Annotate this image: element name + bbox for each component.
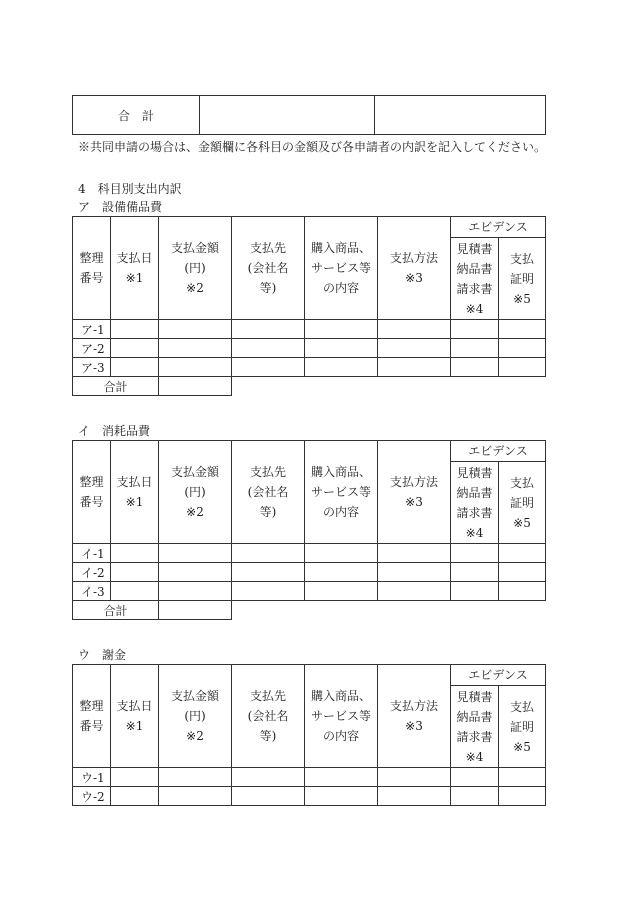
- input-cell[interactable]: [305, 320, 378, 339]
- input-cell[interactable]: [499, 563, 546, 582]
- date-header-line: ※1: [125, 495, 144, 509]
- input-cell[interactable]: [499, 358, 546, 377]
- input-cell[interactable]: [378, 339, 451, 358]
- input-cell[interactable]: [232, 582, 305, 601]
- documents-header-line: 請求書: [456, 281, 493, 296]
- input-cell[interactable]: [499, 787, 546, 806]
- amount-header: [159, 665, 232, 768]
- goods-header: [305, 441, 378, 544]
- input-cell[interactable]: [378, 582, 451, 601]
- input-cell[interactable]: [305, 787, 378, 806]
- input-cell[interactable]: [305, 768, 378, 787]
- row-number: ア-1: [73, 320, 111, 339]
- amount-header-line: 支払金額: [170, 241, 219, 255]
- payment-proof-header-line: 証明: [509, 271, 534, 286]
- input-cell[interactable]: [111, 320, 159, 339]
- input-cell[interactable]: [499, 320, 546, 339]
- documents-header-line: 納品書: [456, 261, 493, 276]
- input-cell[interactable]: [451, 563, 499, 582]
- table-row: [73, 544, 546, 563]
- seiri-header-line: 番号: [79, 271, 104, 285]
- payee-header-line: 等): [259, 505, 277, 519]
- table-title: イ 消耗品費: [78, 424, 151, 438]
- table-title: ア 設備備品費: [78, 200, 163, 214]
- input-cell[interactable]: [378, 544, 451, 563]
- input-cell[interactable]: [159, 563, 232, 582]
- input-cell[interactable]: [111, 339, 159, 358]
- total-amount-cell[interactable]: [159, 601, 232, 620]
- evidence-header: エビデンス: [451, 217, 546, 238]
- grand-total-label: 合 計: [73, 96, 200, 135]
- date-header-line: ※1: [125, 719, 144, 733]
- payment-proof-header: [499, 686, 546, 768]
- documents-header-line: 納品書: [456, 485, 493, 500]
- input-cell[interactable]: [499, 339, 546, 358]
- input-cell[interactable]: [305, 544, 378, 563]
- seiri-header-line: 整理: [79, 699, 104, 713]
- input-cell[interactable]: [111, 582, 159, 601]
- table-row: [73, 768, 546, 787]
- total-amount-cell[interactable]: [159, 377, 232, 396]
- input-cell[interactable]: [378, 320, 451, 339]
- amount-header-line: ※2: [186, 281, 204, 295]
- amount-header-line: ※2: [186, 505, 204, 519]
- total-label: 合計: [73, 377, 159, 396]
- payee-header: [232, 665, 305, 768]
- payment-proof-header-line: ※5: [513, 739, 531, 754]
- grand-total-cell-2[interactable]: [375, 96, 546, 135]
- table-title: ウ 謝金: [78, 648, 127, 662]
- input-cell[interactable]: [159, 339, 232, 358]
- total-blank: [232, 377, 546, 396]
- payment-proof-header-line: ※5: [513, 291, 531, 306]
- payee-header-line: 支払先: [249, 689, 286, 703]
- payee-header-line: (会社名: [247, 261, 289, 275]
- documents-header-line: ※4: [465, 301, 484, 316]
- seiri-header-line: 整理: [79, 251, 104, 265]
- seiri-header: [73, 217, 111, 320]
- payment-proof-header-line: ※5: [513, 515, 531, 530]
- amount-header-line: 支払金額: [170, 689, 219, 703]
- input-cell[interactable]: [232, 358, 305, 377]
- goods-header: [305, 217, 378, 320]
- expense-table: [72, 664, 546, 806]
- input-cell[interactable]: [378, 768, 451, 787]
- goods-header-line: の内容: [322, 281, 359, 295]
- amount-header-line: (円): [184, 709, 206, 723]
- input-cell[interactable]: [378, 787, 451, 806]
- table-row: [73, 339, 546, 358]
- input-cell[interactable]: [451, 358, 499, 377]
- payment-proof-header-line: 支払: [509, 251, 534, 266]
- evidence-header: エビデンス: [451, 665, 546, 686]
- payee-header-line: 等): [259, 281, 277, 295]
- input-cell[interactable]: [499, 768, 546, 787]
- payee-header: [232, 217, 305, 320]
- input-cell[interactable]: [232, 563, 305, 582]
- seiri-header-line: 番号: [79, 495, 104, 509]
- input-cell[interactable]: [232, 787, 305, 806]
- method-header-line: 支払方法: [389, 699, 438, 713]
- goods-header-line: サービス等: [310, 261, 371, 275]
- goods-header-line: の内容: [322, 505, 359, 519]
- input-cell[interactable]: [305, 339, 378, 358]
- row-number: ウ-2: [73, 787, 111, 806]
- method-header-line: 支払方法: [389, 475, 438, 489]
- payment-proof-header: [499, 238, 546, 320]
- input-cell[interactable]: [159, 582, 232, 601]
- goods-header-line: 購入商品、: [310, 241, 371, 255]
- payment-proof-header-line: 証明: [509, 495, 534, 510]
- goods-header-line: サービス等: [310, 485, 371, 499]
- table-row: [73, 787, 546, 806]
- input-cell[interactable]: [111, 563, 159, 582]
- input-cell[interactable]: [232, 320, 305, 339]
- input-cell[interactable]: [451, 582, 499, 601]
- goods-header-line: 購入商品、: [310, 689, 371, 703]
- input-cell[interactable]: [232, 339, 305, 358]
- method-header-line: ※3: [405, 495, 423, 509]
- amount-header: [159, 217, 232, 320]
- method-header-line: ※3: [405, 271, 423, 285]
- input-cell[interactable]: [378, 563, 451, 582]
- input-cell[interactable]: [451, 768, 499, 787]
- input-cell[interactable]: [305, 582, 378, 601]
- evidence-header: エビデンス: [451, 441, 546, 462]
- payment-proof-header-line: 支払: [509, 699, 534, 714]
- documents-header-line: 見積書: [456, 689, 493, 704]
- input-cell[interactable]: [159, 768, 232, 787]
- goods-header-line: サービス等: [310, 709, 371, 723]
- method-header: [378, 217, 451, 320]
- input-cell[interactable]: [451, 339, 499, 358]
- payee-header-line: 支払先: [249, 465, 286, 479]
- input-cell[interactable]: [111, 768, 159, 787]
- seiri-header: [73, 441, 111, 544]
- amount-header: [159, 441, 232, 544]
- input-cell[interactable]: [159, 544, 232, 563]
- section-heading: 4 科目別支出内訳: [78, 182, 182, 196]
- row-number: イ-1: [73, 544, 111, 563]
- documents-header: [451, 238, 499, 320]
- input-cell[interactable]: [451, 787, 499, 806]
- documents-header-line: 納品書: [456, 709, 493, 724]
- input-cell[interactable]: [111, 544, 159, 563]
- documents-header-line: ※4: [465, 749, 484, 764]
- total-row: [73, 377, 546, 396]
- payment-proof-header-line: 支払: [509, 475, 534, 490]
- payee-header-line: 支払先: [249, 241, 286, 255]
- seiri-header: [73, 665, 111, 768]
- input-cell[interactable]: [111, 787, 159, 806]
- date-header: [111, 441, 159, 544]
- row-number: イ-2: [73, 563, 111, 582]
- goods-header: [305, 665, 378, 768]
- row-number: ウ-1: [73, 768, 111, 787]
- amount-header-line: 支払金額: [170, 465, 219, 479]
- expense-table: [72, 440, 546, 620]
- grand-total-table: [72, 95, 546, 135]
- grand-total-cell-1[interactable]: [200, 96, 375, 135]
- input-cell[interactable]: [499, 582, 546, 601]
- goods-header-line: の内容: [322, 729, 359, 743]
- documents-header-line: 請求書: [456, 729, 493, 744]
- seiri-header-line: 番号: [79, 719, 104, 733]
- table-row: [73, 563, 546, 582]
- payee-header-line: 等): [259, 729, 277, 743]
- method-header: [378, 441, 451, 544]
- row-number: ア-3: [73, 358, 111, 377]
- payment-proof-header: [499, 462, 546, 544]
- payment-proof-header-line: 証明: [509, 719, 534, 734]
- total-label: 合計: [73, 601, 159, 620]
- input-cell[interactable]: [159, 787, 232, 806]
- total-row: [73, 601, 546, 620]
- documents-header-line: 見積書: [456, 465, 493, 480]
- input-cell[interactable]: [111, 358, 159, 377]
- input-cell[interactable]: [305, 358, 378, 377]
- note-text: ※共同申請の場合は、金額欄に各科目の金額及び各申請者の内訳を記入してください。: [78, 140, 547, 154]
- input-cell[interactable]: [232, 768, 305, 787]
- payee-header-line: (会社名: [247, 485, 289, 499]
- total-blank: [232, 601, 546, 620]
- documents-header: [451, 462, 499, 544]
- seiri-header-line: 整理: [79, 475, 104, 489]
- table-row: [73, 320, 546, 339]
- amount-header-line: (円): [184, 485, 206, 499]
- date-header-line: ※1: [125, 271, 144, 285]
- method-header: [378, 665, 451, 768]
- input-cell[interactable]: [499, 544, 546, 563]
- documents-header-line: 見積書: [456, 241, 493, 256]
- method-header-line: ※3: [405, 719, 423, 733]
- row-number: ア-2: [73, 339, 111, 358]
- documents-header: [451, 686, 499, 768]
- input-cell[interactable]: [159, 320, 232, 339]
- date-header: [111, 217, 159, 320]
- date-header-line: 支払日: [116, 475, 153, 489]
- amount-header-line: (円): [184, 261, 206, 275]
- date-header-line: 支払日: [116, 251, 153, 265]
- documents-header-line: ※4: [465, 525, 484, 540]
- date-header-line: 支払日: [116, 699, 153, 713]
- goods-header-line: 購入商品、: [310, 465, 371, 479]
- amount-header-line: ※2: [186, 729, 204, 743]
- row-number: イ-3: [73, 582, 111, 601]
- input-cell[interactable]: [305, 563, 378, 582]
- input-cell[interactable]: [159, 358, 232, 377]
- payee-header-line: (会社名: [247, 709, 289, 723]
- date-header: [111, 665, 159, 768]
- expense-table: [72, 216, 546, 396]
- input-cell[interactable]: [378, 358, 451, 377]
- documents-header-line: 請求書: [456, 505, 493, 520]
- payee-header: [232, 441, 305, 544]
- table-row: [73, 358, 546, 377]
- method-header-line: 支払方法: [389, 251, 438, 265]
- table-row: [73, 582, 546, 601]
- input-cell[interactable]: [451, 544, 499, 563]
- input-cell[interactable]: [451, 320, 499, 339]
- input-cell[interactable]: [232, 544, 305, 563]
